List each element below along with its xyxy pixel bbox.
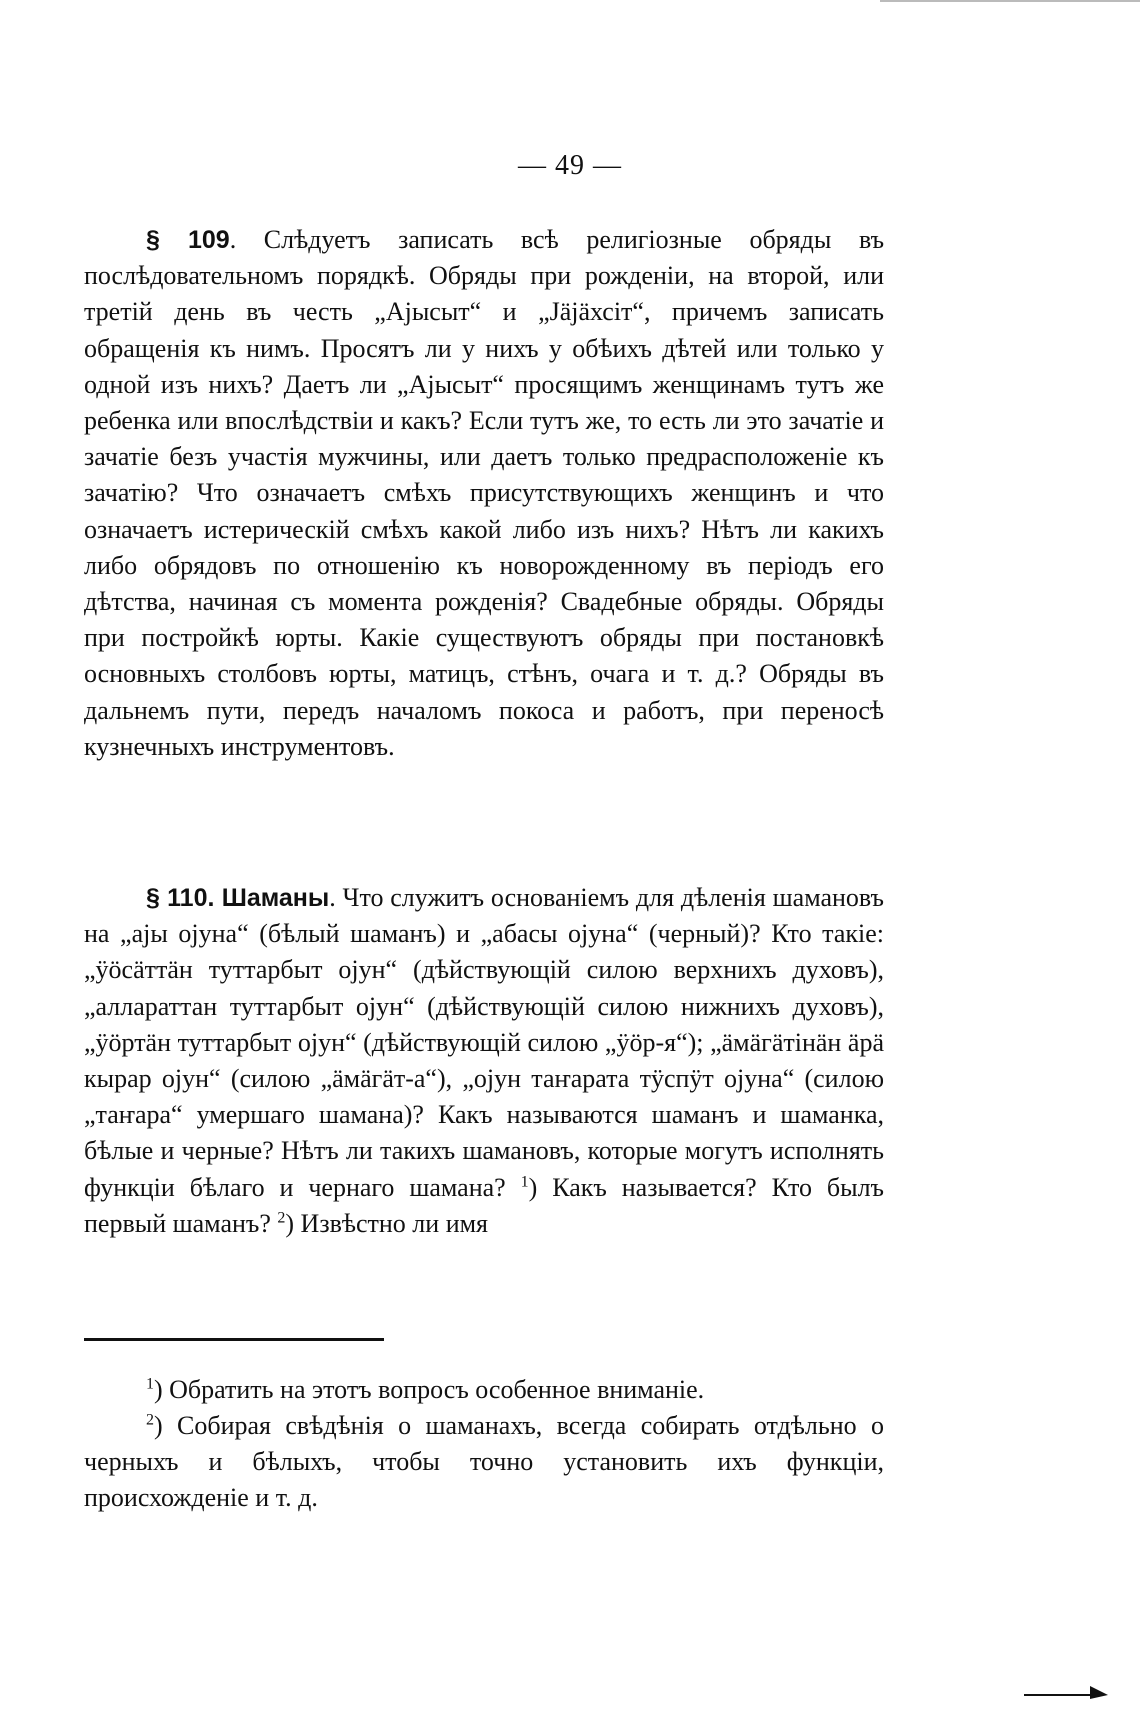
footnote-2 bbox=[84, 1408, 884, 1516]
section-109-label: § 109 bbox=[146, 226, 230, 254]
footnote-ref-2[interactable]: 2 bbox=[277, 1209, 286, 1227]
section-110-text-b: ) Какъ называется? Кто былъ первый шаманъ? bbox=[84, 1172, 885, 1238]
footnote-1 bbox=[84, 1372, 884, 1408]
scan-edge-line bbox=[880, 0, 1140, 2]
section-109-paragraph bbox=[84, 222, 884, 765]
page-turn-arrow-icon[interactable] bbox=[1024, 1682, 1108, 1700]
section-109-text: Слѣдуетъ записать всѣ религіозные обряды въ послѣдовательномъ порядкѣ. Обряды при рожденіи, на второй, или третій день въ честь „Ајысыт“ и „Јäјäхсiт“, причемъ записать обращенія къ нимъ. Просятъ ли у нихъ у обѣихъ дѣтей или только у одной изъ нихъ? Даетъ ли „Ајысыт“ просящимъ женщинамъ тутъ же ребенка или впослѣдствіи и какъ? Если тутъ же, то есть ли это зачатіе и зачатіе безъ участія мужчины, или даетъ только предрасположеніе къ зачатію? Что означаетъ смѣхъ присутствующихъ женщинъ и что означаетъ истерическій смѣхъ какой либо изъ нихъ? Нѣтъ ли какихъ либо обрядовъ по отношенію къ новорожденному въ періодъ его дѣтства, начиная съ момента рожденія? Свадебные обряды. Обряды при постройкѣ юрты. Какіе существуютъ обряды при постановкѣ основныхъ столбовъ юрты, матицъ, стѣнъ, очага и т. д.? Обряды въ дальнемъ пути, передъ началомъ покоса и работъ, при переносѣ кузнечныхъ инструментовъ. bbox=[84, 225, 885, 761]
footnote-2-text: ) Собирая свѣдѣнія о шаманахъ, всегда собирать отдѣльно о черныхъ и бѣлыхъ, чтобы точно установить ихъ функціи, происхожденіе и т. д. bbox=[84, 1411, 884, 1512]
section-110-text-c: ) Извѣстно ли имя bbox=[285, 1208, 489, 1238]
footnote-2-marker: 2 bbox=[146, 1411, 154, 1429]
footnote-1-marker: 1 bbox=[146, 1375, 154, 1393]
footnote-divider bbox=[84, 1338, 384, 1341]
section-110-label: § 110. Шаманы bbox=[146, 884, 330, 912]
section-109-label-period: . bbox=[229, 225, 237, 254]
section-110-label-period: . bbox=[329, 883, 336, 912]
section-110-paragraph bbox=[84, 880, 884, 1242]
footnote-ref-1[interactable]: 1 bbox=[520, 1172, 529, 1190]
footnote-1-text: ) Обратить на этотъ вопросъ особенное вниманіе. bbox=[154, 1375, 705, 1404]
section-110-text-a: Что служитъ основаніемъ для дѣленія шамановъ на „ајы ојуна“ (бѣлый шаманъ) и „абасы ојуна“ (черный)? Кто такіе: „ÿöсäттäн туттарбыт ојун“ (дѣйствующій силою верхнихъ духовъ), „аллараттан туттарбыт ојун“ (дѣйствующій силою нижнихъ духовъ), „ÿöртäн туттарбыт ојун“ (дѣйствующій силою „ÿöр-я“); „äмäгäтiнäн äрä кырар ојун“ (силою „äмäгäт-а“), „ојун таҥарата тÿспÿт ојуна“ (силою „таҥара“ умершаго шамана)? Какъ называются шаманъ и шаманка, бѣлые и черные? Нѣтъ ли такихъ шамановъ, которые могутъ исполнять функціи бѣлаго и чернаго шамана? bbox=[84, 883, 884, 1202]
page-number: — 49 — bbox=[518, 150, 622, 181]
